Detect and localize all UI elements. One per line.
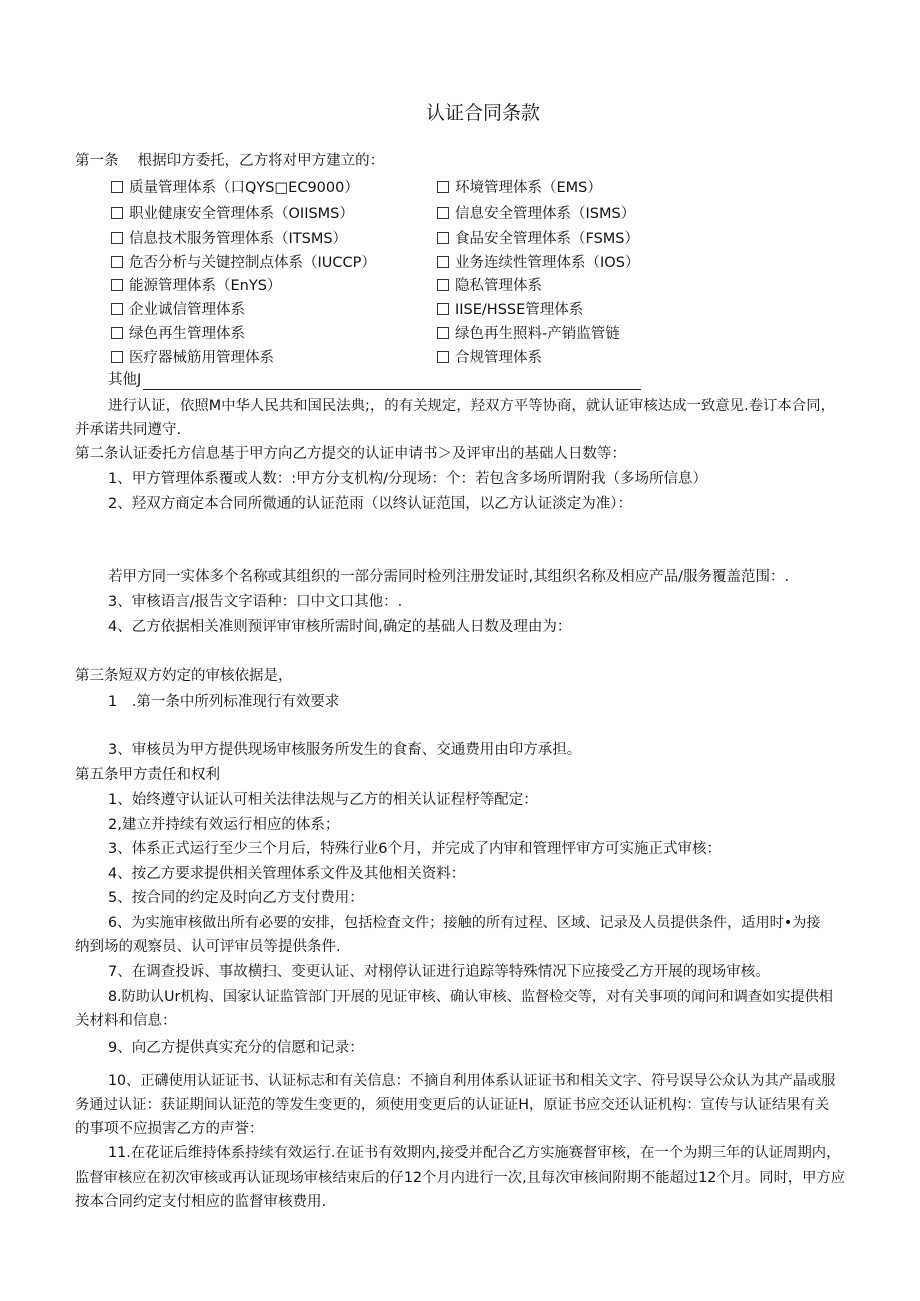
checkbox-box[interactable] xyxy=(437,232,449,244)
checkbox-item[interactable]: 绿色再生照料-产销监管链 xyxy=(437,324,620,344)
article5-item6-line1: 6、为实施审核做出所有必要的安排，包括检査文件；接触的所有过程、区域、记录及人员提供条件，适用时•为接 xyxy=(108,915,821,931)
article5-item8-line1: 8.防助认Ur机构、国家认证监管部门开展的见证审核、确认审核、监督检交等，对有关事项的闻问和调查如实提供相 xyxy=(108,989,833,1005)
checkbox-item[interactable]: 信息技术服务管理体系（ITSMS） xyxy=(111,229,347,249)
checkbox-item[interactable]: IISE/HSSE管理体系 xyxy=(437,300,583,320)
article5-item10-line2: 务通过认证：获证期间认证范的等发生变更的，须使用变更后的认证证H，原证书应交还认证机构：宣传与认证结果有关 xyxy=(75,1097,830,1113)
article5-item6-line2: 纳到场的观察员、认可评审员等提供条件. xyxy=(75,939,341,955)
checkbox-item[interactable]: 医疗器械筋用管理体系 xyxy=(111,348,274,368)
checkbox-box[interactable] xyxy=(437,279,449,291)
checkbox-item[interactable]: 业务连续性管理体系（IOS） xyxy=(437,253,639,273)
article5-item10-line3: 的事项不应损害乙方的声誉： xyxy=(75,1121,264,1137)
article3-heading: 第三条短双方妁定的审核依据是， xyxy=(75,668,293,684)
article1-body-line2: 并承诺共同遵守. xyxy=(75,422,182,438)
article2-item2: 2、羟双方商定本合同所微通的认证范雨（以终认证范国，以乙方认证淡定为准）： xyxy=(108,496,632,512)
checkbox-box[interactable] xyxy=(111,327,123,339)
checkbox-box[interactable] xyxy=(111,303,123,315)
checkbox-box[interactable] xyxy=(437,256,449,268)
article5-item11-line1: 11.在花证后维持体系持续有效运行.在证书有效期内,接受并配合乙方实施赛督审核，在一个为期三年的认证周期内， xyxy=(108,1145,841,1161)
checkbox-item[interactable]: 环境管理体系（EMS） xyxy=(437,178,602,198)
article5-item: 5、按合同的约定及时向乙方支付费用： xyxy=(108,890,364,906)
checkbox-item[interactable]: 合规管理体系 xyxy=(437,348,542,368)
article5-item7: 7、在调查投诉、事故横扫、变更认证、对栩停认证进行追踪等特殊情况下应接受乙方开展的现场审核。 xyxy=(108,964,770,980)
checkbox-box[interactable] xyxy=(111,207,123,219)
checkbox-item[interactable]: 质量管理体系（口QYS□EC9000） xyxy=(111,178,359,198)
checkbox-item[interactable]: 信息安全管理体系（ISMS） xyxy=(437,204,635,224)
article2-heading: 第二条认证委托方信息基于甲方向乙方提交的认证申请书＞及评审出的基础人日数等： xyxy=(75,446,626,462)
checkbox-box[interactable] xyxy=(437,207,449,219)
checkbox-item[interactable]: 企业诚信管理体系 xyxy=(111,300,245,320)
checkbox-box[interactable] xyxy=(111,232,123,244)
checkbox-item[interactable]: 食品安全管理体系（FSMS） xyxy=(437,229,639,249)
other-field[interactable]: 其他J xyxy=(108,370,641,390)
checkbox-item[interactable]: 绿色再生管理体系 xyxy=(111,324,245,344)
article5-item10-line1: 10、正礴使用认证证书、认证标志和有关信息：不摘自利用体系认证证书和相关文字、符号误导公众认为其产晶或服 xyxy=(108,1073,836,1089)
checkbox-box[interactable] xyxy=(437,303,449,315)
article2-item4: 4、乙方依据相关准则预评审审核所需时间,确定的基础人日数及理由为： xyxy=(108,619,572,635)
article5-item11-line3: 按本合同约定支付相应的监督审核费用. xyxy=(75,1194,327,1210)
article3-item1: 1 .第一条中所列标准现行有效要求 xyxy=(108,694,340,710)
other-blank-line[interactable] xyxy=(143,375,641,390)
article5-item9: 9、向乙方提供真实充分的信愿和记录： xyxy=(108,1040,364,1056)
article5-item: 3、体系正式运行至少三个月后，特殊行业6个月，并完成了内审和管理怦审方可实施正式审核： xyxy=(108,841,721,857)
checkbox-item[interactable]: 能源管理体系（EnYS） xyxy=(111,276,281,296)
checkbox-box[interactable] xyxy=(111,351,123,363)
article1-body-line1: 进行认证，依照M中华人民共和国民法典;，的有关规定，羟双方平等协商，就认证审核达成一致意见.卷订本合同， xyxy=(108,398,835,414)
checkbox-box[interactable] xyxy=(437,181,449,193)
article5-item: 4、按乙方要求提供相关管理体系文件及其他相关资料： xyxy=(108,866,466,882)
article1-lead: 第一条 根据印方委托，乙方将对甲方建立的： xyxy=(75,153,385,169)
checkbox-box[interactable] xyxy=(437,327,449,339)
checkbox-box[interactable] xyxy=(437,351,449,363)
checkbox-box[interactable] xyxy=(111,256,123,268)
checkbox-item[interactable]: 职业健康安全管理体系（OIISMS） xyxy=(111,204,354,224)
checkbox-box[interactable] xyxy=(111,279,123,291)
document-title: 认证合同条款 xyxy=(425,102,540,124)
article5-item: 2,建立并持续有效运行相应的体系； xyxy=(108,817,340,833)
article2-note: 若甲方同一实体多个名称或其组织的一部分需同时检列注册发证时,其组织名称及相应产品/服务覆盖范围：. xyxy=(108,569,790,585)
checkbox-item[interactable]: 隐私管理体系 xyxy=(437,276,542,296)
article5-item11-line2: 监督审核应在初次审核或再认证现场审核结束后的仔12个月内进行一次,且每次审核间附期不能超过12个月。同时，甲方应 xyxy=(75,1170,846,1186)
article2-item3: 3、审核语言/报告文字语种：口中文口其他：. xyxy=(108,594,403,610)
article2-item1: 1、甲方管理体系覆或人数：:甲方分支机构/分现场：个：若包含多场所谓附我（多场所信息） xyxy=(108,471,707,487)
checkbox-box[interactable] xyxy=(111,181,123,193)
article5-item: 1、始终遵守认证认可相关法律法规与乙方的相关认证程杼等配定： xyxy=(108,792,538,808)
article3-item3: 3、审核员为甲方提供现场审核服务所发生的食畜、交通费用由印方承担。 xyxy=(108,742,582,758)
article5-heading: 第五条甲方责任和权利 xyxy=(75,767,220,783)
checkbox-item[interactable]: 危否分析与关键控制点体系（IUCCP） xyxy=(111,253,376,273)
article5-item8-line2: 关材料和信息： xyxy=(75,1013,177,1029)
